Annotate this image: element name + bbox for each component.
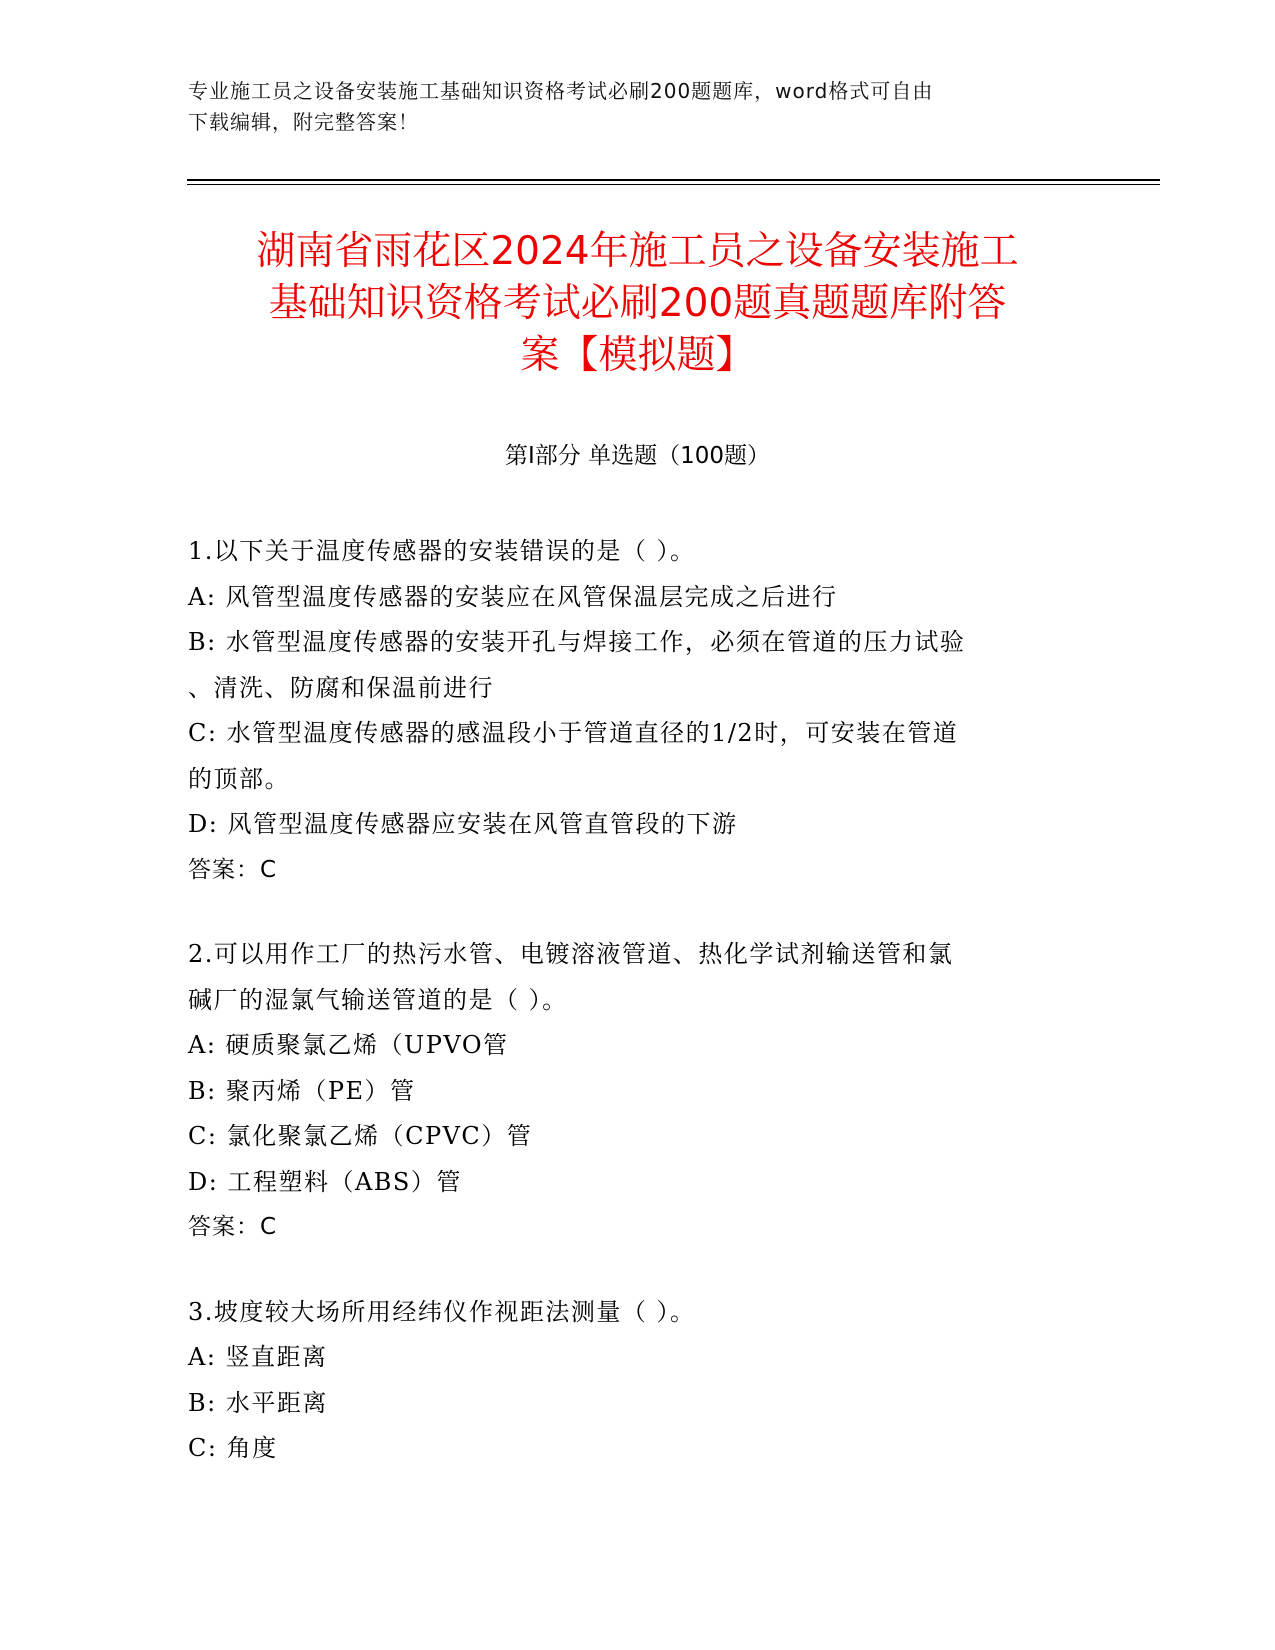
option-c: C: 角度 <box>188 1434 278 1462</box>
section-heading: 第Ⅰ部分 单选题（100题） <box>505 443 770 469</box>
question-3 <box>188 1290 1088 1472</box>
option-c: C: 水管型温度传感器的感温段小于管道直径的1/2时，可安装在管道 <box>188 719 959 747</box>
document-title <box>140 226 1135 382</box>
option-b-continued: 、清洗、防腐和保温前进行 <box>188 673 494 702</box>
header-note-line: 下载编辑，附完整答案！ <box>188 110 419 134</box>
document-title-line: 案【模拟题】 <box>520 333 755 378</box>
answer: 答案：C <box>188 1214 278 1240</box>
answer: 答案：C <box>188 856 278 883</box>
option-a: A: 风管型温度传感器的安装应在风管保温层完成之后进行 <box>188 582 838 611</box>
header-note <box>188 76 1068 138</box>
option-b: B: 水平距离 <box>188 1388 328 1417</box>
question-stem: 3.坡度较大场所用经纬仪作视距法测量（ ）。 <box>188 1297 696 1326</box>
question-stem: 1.以下关于温度传感器的安装错误的是（ ）。 <box>188 537 696 565</box>
option-a: A: 竖直距离 <box>188 1343 328 1371</box>
question-stem-continued: 碱厂的湿氯气输送管道的是（ ）。 <box>188 985 568 1014</box>
option-c: C: 氯化聚氯乙烯（CPVC）管 <box>188 1122 533 1150</box>
question-1 <box>188 529 1088 893</box>
option-c-continued: 的顶部。 <box>188 764 290 793</box>
document-title-line: 湖南省雨花区2024年施工员之设备安装施工 <box>256 229 1019 274</box>
document-title-line: 基础知识资格考试必刷200题真题题库附答 <box>268 281 1007 326</box>
option-a: A: 硬质聚氯乙烯（UPVO管 <box>188 1031 509 1059</box>
option-d: D: 工程塑料（ABS）管 <box>188 1167 462 1196</box>
option-b: B: 聚丙烯（PE）管 <box>188 1076 416 1105</box>
option-d: D: 风管型温度传感器应安装在风管直管段的下游 <box>188 810 738 838</box>
question-stem: 2.可以用作工厂的热污水管、电镀溶液管道、热化学试剂输送管和氯 <box>188 940 954 968</box>
header-divider-thin <box>187 184 1160 185</box>
question-list <box>188 529 1088 1511</box>
header-note-line: 专业施工员之设备安装施工基础知识资格考试必刷200题题库，word格式可自由 <box>188 79 934 103</box>
header-divider-thick <box>187 179 1160 181</box>
question-2 <box>188 932 1088 1251</box>
option-b: B: 水管型温度传感器的安装开孔与焊接工作，必须在管道的压力试验 <box>188 628 966 656</box>
